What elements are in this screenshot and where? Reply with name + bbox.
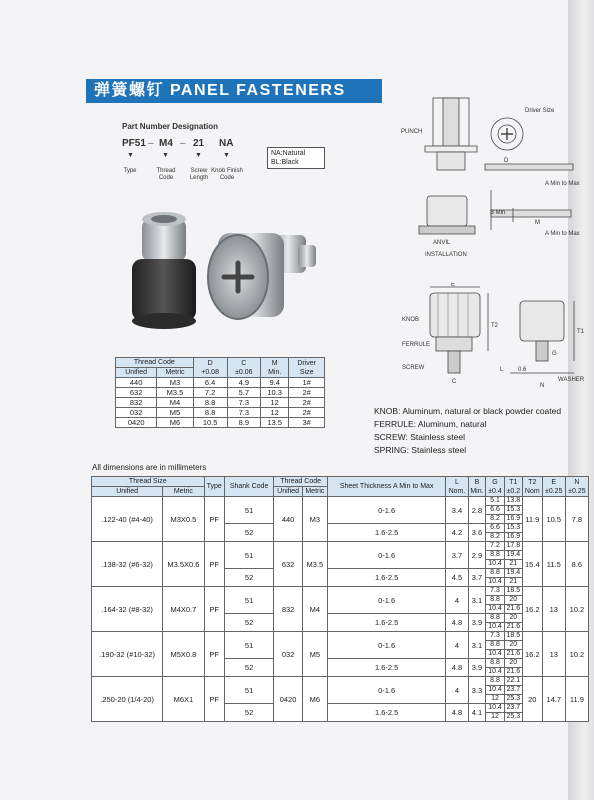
cell-sheet: 1.6-2.5 (327, 659, 445, 677)
pn-label-finish: Knob Finish Code (211, 168, 243, 181)
part-number-heading: Part Number Designation (122, 122, 219, 131)
table-cell: 12 (261, 398, 289, 408)
cell-t1: 21.6 (504, 650, 522, 659)
cell-e: 14.7 (542, 677, 565, 722)
th-shank-code: Shank Code (224, 477, 273, 497)
cell-t1: 20 (504, 641, 522, 650)
cell-g: 12 (486, 695, 504, 704)
cell-t1: 18.5 (504, 632, 522, 641)
cell-t1: 20 (504, 659, 522, 668)
cell-g: 10.4 (486, 668, 504, 677)
cell-b: 2.8 (468, 497, 486, 524)
th-t1-sub: ±0.2 (506, 487, 521, 495)
th-ts-unified: Unified (92, 487, 163, 497)
table-row (116, 378, 325, 388)
cell-unified: .138-32 (#6-32) (92, 542, 163, 587)
cell-shank-code: 51 (224, 542, 273, 569)
table-row (92, 587, 589, 596)
label-g: G (552, 351, 557, 357)
cell-t1: 20 (504, 596, 522, 605)
table-cell: 2# (289, 388, 325, 398)
table-cell: 2# (289, 398, 325, 408)
cell-g: 8.2 (486, 533, 504, 542)
cell-t1: 16.9 (504, 515, 522, 524)
cell-sheet: 1.6-2.5 (327, 704, 445, 722)
cell-t1: 25.3 (504, 695, 522, 704)
cell-tc-metric: M3.5 (302, 542, 327, 587)
table-cell: 7.3 (227, 398, 260, 408)
table-row (116, 408, 325, 418)
table-row (116, 388, 325, 398)
th-l (446, 477, 468, 497)
thread-code-table-body (116, 378, 325, 428)
cell-t1: 23.7 (504, 704, 522, 713)
th-l-label: L (455, 478, 459, 486)
arrow-down-icon: ▼ (195, 152, 202, 159)
cell-g: 10.4 (486, 704, 504, 713)
table-cell: 7.3 (227, 408, 260, 418)
cell-t1: 19.4 (504, 569, 522, 578)
table-cell: 10.3 (261, 388, 289, 398)
table-cell: 8.9 (227, 418, 260, 428)
th-b-sub: Min. (470, 487, 484, 495)
pn-label-length: Screw Length (189, 168, 209, 181)
cell-tc-unified: 832 (274, 587, 303, 632)
cell-g: 8.8 (486, 551, 504, 560)
cell-n: 7.8 (565, 497, 588, 542)
th-sheet-thickness: Sheet Thickness A Min to Max (327, 477, 445, 497)
cell-t1: 16.9 (504, 533, 522, 542)
cell-t1: 15.3 (504, 524, 522, 533)
cell-t2: 16.2 (522, 632, 542, 677)
th-e-sub: ±0.25 (545, 487, 563, 495)
cell-g: 8.8 (486, 659, 504, 668)
arrow-down-icon: ▼ (223, 152, 230, 159)
cell-g: 10.4 (486, 605, 504, 614)
table-cell: 6.4 (193, 378, 227, 388)
th-d-label: D (207, 359, 213, 367)
table-cell: 632 (116, 388, 157, 398)
th-l-sub: Nom. (448, 487, 466, 495)
cell-e: 13 (542, 587, 565, 632)
label-a-min-max-2: A Min to Max (545, 231, 580, 237)
cell-l: 4.2 (446, 524, 468, 542)
table-cell: 12 (261, 408, 289, 418)
material-knob: KNOB: Aluminum, natural or black powder coated (374, 406, 562, 416)
cell-shank-code: 52 (224, 569, 273, 587)
cell-sheet: 0-1.6 (327, 632, 445, 659)
pn-finish: NA (219, 138, 234, 149)
th-m-sub: Min. (268, 368, 282, 376)
pn-dash: – (180, 138, 186, 149)
th-t2-sub: Nom (524, 487, 540, 495)
cell-type: PF (204, 587, 224, 632)
cell-t2: 16.2 (522, 587, 542, 632)
cell-e: 13 (542, 632, 565, 677)
cell-shank-code: 52 (224, 614, 273, 632)
th-t2 (522, 477, 542, 497)
cell-tc-unified: 440 (274, 497, 303, 542)
cell-e: 10.5 (542, 497, 565, 542)
th-c (227, 358, 260, 378)
th-driver-label: Driver (297, 359, 316, 367)
cell-b: 3.3 (468, 677, 486, 704)
cell-g: 8.8 (486, 569, 504, 578)
cell-t1: 22.1 (504, 677, 522, 686)
th-metric: Metric (157, 368, 193, 378)
cell-t1: 21.6 (504, 605, 522, 614)
th-g (486, 477, 504, 497)
cell-n: 10.2 (565, 587, 588, 632)
installation-diagram (395, 90, 585, 265)
label-n: N (540, 383, 545, 389)
cell-g: 5.1 (486, 497, 504, 506)
th-driver-sub: Size (299, 368, 314, 376)
cell-g: 12 (486, 713, 504, 722)
th-m (261, 358, 289, 378)
cell-b: 3.1 (468, 632, 486, 659)
cell-sheet: 0-1.6 (327, 497, 445, 524)
th-n-label: N (574, 478, 580, 486)
cell-shank-code: 51 (224, 497, 273, 524)
pn-label-thread: Thread Code (156, 168, 176, 181)
pn-dash: – (148, 138, 154, 149)
table-cell: 7.2 (193, 388, 227, 398)
label-ferrule: FERRULE (402, 342, 431, 348)
table-cell: M4 (157, 398, 193, 408)
natural-knob-fastener (208, 233, 316, 319)
cell-sheet: 0-1.6 (327, 587, 445, 614)
th-d (193, 358, 227, 378)
th-e-label: E (551, 478, 557, 486)
label-t1: T1 (577, 329, 585, 335)
label-anvil: ANVIL (433, 240, 451, 246)
cell-type: PF (204, 542, 224, 587)
cell-t1: 21.6 (504, 668, 522, 677)
th-g-label: G (492, 478, 498, 486)
label-screw: SCREW (402, 365, 425, 371)
cell-b: 3.9 (468, 659, 486, 677)
table-cell: 1# (289, 378, 325, 388)
label-t2: T2 (491, 323, 499, 329)
cell-l: 4.8 (446, 614, 468, 632)
table-row (92, 542, 589, 551)
cell-t1: 15.3 (504, 506, 522, 515)
table-row (92, 497, 589, 506)
cell-g: 10.4 (486, 686, 504, 695)
cell-n: 10.2 (565, 632, 588, 677)
label-a-min-max: A Min to Max (545, 181, 580, 187)
cell-tc-unified: 0420 (274, 677, 303, 722)
dimension-table (91, 476, 589, 722)
cell-b: 3.9 (468, 614, 486, 632)
cell-g: 8.8 (486, 614, 504, 623)
label-l: L (500, 367, 504, 373)
cell-unified: .122-40 (#4-40) (92, 497, 163, 542)
cell-metric: M3.5X0.6 (163, 542, 204, 587)
th-ts-metric: Metric (163, 487, 204, 497)
table-row (116, 398, 325, 408)
cell-g: 10.4 (486, 578, 504, 587)
cell-g: 10.4 (486, 560, 504, 569)
cell-type: PF (204, 497, 224, 542)
cell-t1: 18.5 (504, 587, 522, 596)
cell-t1: 25.3 (504, 713, 522, 722)
table-row (92, 677, 589, 686)
th-c-label: C (241, 359, 247, 367)
materials-list (374, 405, 561, 457)
cell-g: 6.6 (486, 524, 504, 533)
th-thread-code: Thread Code (116, 358, 194, 368)
cell-shank-code: 52 (224, 704, 273, 722)
label-washer: WASHER (558, 377, 585, 383)
th-tc-unified: Unified (274, 487, 303, 497)
th-n-sub: ±0.25 (568, 487, 586, 495)
cell-unified: .164-32 (#8-32) (92, 587, 163, 632)
th-g-sub: ±0.4 (488, 487, 502, 495)
pn-screw-length: 21 (193, 138, 205, 149)
dimension-diagram (398, 283, 594, 393)
cell-g: 8.8 (486, 677, 504, 686)
cell-g: 10.4 (486, 650, 504, 659)
table-cell: M3.5 (157, 388, 193, 398)
cell-t1: 20 (504, 614, 522, 623)
cell-e: 11.5 (542, 542, 565, 587)
th-tc-metric: Metric (302, 487, 327, 497)
cell-l: 4 (446, 632, 468, 659)
cell-b: 3.7 (468, 569, 486, 587)
pn-thread-code: M4 (159, 138, 173, 149)
cell-t1: 21 (504, 560, 522, 569)
table-cell: M3 (157, 378, 193, 388)
arrow-down-icon: ▼ (162, 152, 169, 159)
table-cell: M6 (157, 418, 193, 428)
cell-unified: .250-20 (1/4-20) (92, 677, 163, 722)
cell-g: 8.2 (486, 515, 504, 524)
product-photo (120, 207, 330, 337)
cell-metric: M3X0.5 (163, 497, 204, 542)
cell-g: 10.4 (486, 623, 504, 632)
cell-n: 8.6 (565, 542, 588, 587)
cell-shank-code: 52 (224, 659, 273, 677)
cell-sheet: 1.6-2.5 (327, 614, 445, 632)
cell-sheet: 0-1.6 (327, 677, 445, 704)
cell-t1: 21 (504, 578, 522, 587)
label-d: D (504, 158, 509, 164)
finish-codes-box (267, 147, 325, 169)
table-cell: 440 (116, 378, 157, 388)
cell-t1: 13.8 (504, 497, 522, 506)
label-m: M (535, 220, 540, 226)
cell-shank-code: 51 (224, 587, 273, 614)
cell-t2: 15.4 (522, 542, 542, 587)
cell-metric: M4X0.7 (163, 587, 204, 632)
cell-t1: 21.6 (504, 623, 522, 632)
black-knob-fastener (132, 212, 196, 329)
cell-sheet: 0-1.6 (327, 542, 445, 569)
cell-g: 7.3 (486, 587, 504, 596)
th-t1 (504, 477, 522, 497)
th-d-tol: +0.08 (201, 368, 219, 376)
table-cell: 032 (116, 408, 157, 418)
label-punch: PUNCH (401, 129, 423, 135)
cell-l: 3.4 (446, 497, 468, 524)
cell-l: 4 (446, 587, 468, 614)
thread-code-table (115, 357, 325, 428)
th-thread-code: Thread Code (274, 477, 328, 487)
cell-type: PF (204, 677, 224, 722)
dimension-table-body (92, 497, 589, 722)
label-installation: INSTALLATION (425, 252, 467, 258)
table-row (116, 418, 325, 428)
cell-g: 8.8 (486, 641, 504, 650)
dimensions-note: All dimensions are in millimeters (92, 463, 207, 472)
table-cell: 13.5 (261, 418, 289, 428)
page-title: 弹簧螺钉 PANEL FASTENERS (86, 79, 382, 103)
cell-g: 7.3 (486, 632, 504, 641)
cell-metric: M5X0.8 (163, 632, 204, 677)
cell-l: 4 (446, 677, 468, 704)
cell-t1: 23.7 (504, 686, 522, 695)
table-cell: 10.5 (193, 418, 227, 428)
cell-t2: 11.9 (522, 497, 542, 542)
th-e (542, 477, 565, 497)
cell-t1: 17.8 (504, 542, 522, 551)
cell-b: 2.9 (468, 542, 486, 569)
label-b-min: B Min (490, 210, 506, 216)
cell-metric: M6X1 (163, 677, 204, 722)
label-e: E (451, 283, 456, 288)
cell-g: 8.8 (486, 596, 504, 605)
cell-tc-unified: 632 (274, 542, 303, 587)
cell-t2: 20 (522, 677, 542, 722)
arrow-down-icon: ▼ (127, 152, 134, 159)
cell-l: 4.8 (446, 659, 468, 677)
pn-type: PF51 (122, 138, 146, 149)
cell-type: PF (204, 632, 224, 677)
cell-sheet: 1.6-2.5 (327, 569, 445, 587)
cell-tc-metric: M4 (302, 587, 327, 632)
cell-l: 4.8 (446, 704, 468, 722)
cell-sheet: 1.6-2.5 (327, 524, 445, 542)
cell-tc-unified: 032 (274, 632, 303, 677)
th-c-tol: ±0.06 (235, 368, 253, 376)
pn-label-type: Type (123, 168, 137, 174)
cell-g: 6.6 (486, 506, 504, 515)
finish-code-natural: NA:Natural (271, 150, 306, 157)
cell-tc-metric: M5 (302, 632, 327, 677)
th-b (468, 477, 486, 497)
table-cell: 8.8 (193, 408, 227, 418)
finish-code-black: BL:Black (271, 159, 299, 166)
table-cell: M5 (157, 408, 193, 418)
cell-tc-metric: M3 (302, 497, 327, 542)
cell-b: 3.6 (468, 524, 486, 542)
cell-shank-code: 52 (224, 524, 273, 542)
material-spring: SPRING: Stainless steel (374, 445, 467, 455)
table-row (92, 632, 589, 641)
cell-unified: .190-32 (#10-32) (92, 632, 163, 677)
table-cell: 5.7 (227, 388, 260, 398)
cell-l: 3.7 (446, 542, 468, 569)
cell-b: 4.1 (468, 704, 486, 722)
label-c: C (452, 379, 457, 385)
th-n (565, 477, 588, 497)
table-cell: 0420 (116, 418, 157, 428)
cell-shank-code: 51 (224, 677, 273, 704)
cell-g: 7.2 (486, 542, 504, 551)
cell-b: 3.1 (468, 587, 486, 614)
cell-tc-metric: M6 (302, 677, 327, 722)
table-cell: 2# (289, 408, 325, 418)
th-unified: Unified (116, 368, 157, 378)
table-cell: 9.4 (261, 378, 289, 388)
label-zero-six: 0.6 (518, 367, 527, 373)
cell-t1: 19.4 (504, 551, 522, 560)
table-cell: 832 (116, 398, 157, 408)
th-t2-label: T2 (528, 478, 537, 486)
label-driver-size: Driver Size (525, 108, 555, 114)
th-m-label: M (271, 359, 278, 367)
cell-n: 11.9 (565, 677, 588, 722)
th-type: Type (204, 477, 224, 497)
table-cell: 4.9 (227, 378, 260, 388)
label-knob: KNOB (402, 317, 420, 323)
th-b-label: B (474, 478, 480, 486)
cell-l: 4.5 (446, 569, 468, 587)
material-screw: SCREW: Stainless steel (374, 432, 466, 442)
material-ferrule: FERRULE: Aluminum, natural (374, 419, 487, 429)
cell-shank-code: 51 (224, 632, 273, 659)
table-cell: 8.8 (193, 398, 227, 408)
th-t1-label: T1 (509, 478, 518, 486)
th-driver (289, 358, 325, 378)
th-thread-size: Thread Size (92, 477, 205, 487)
table-cell: 3# (289, 418, 325, 428)
